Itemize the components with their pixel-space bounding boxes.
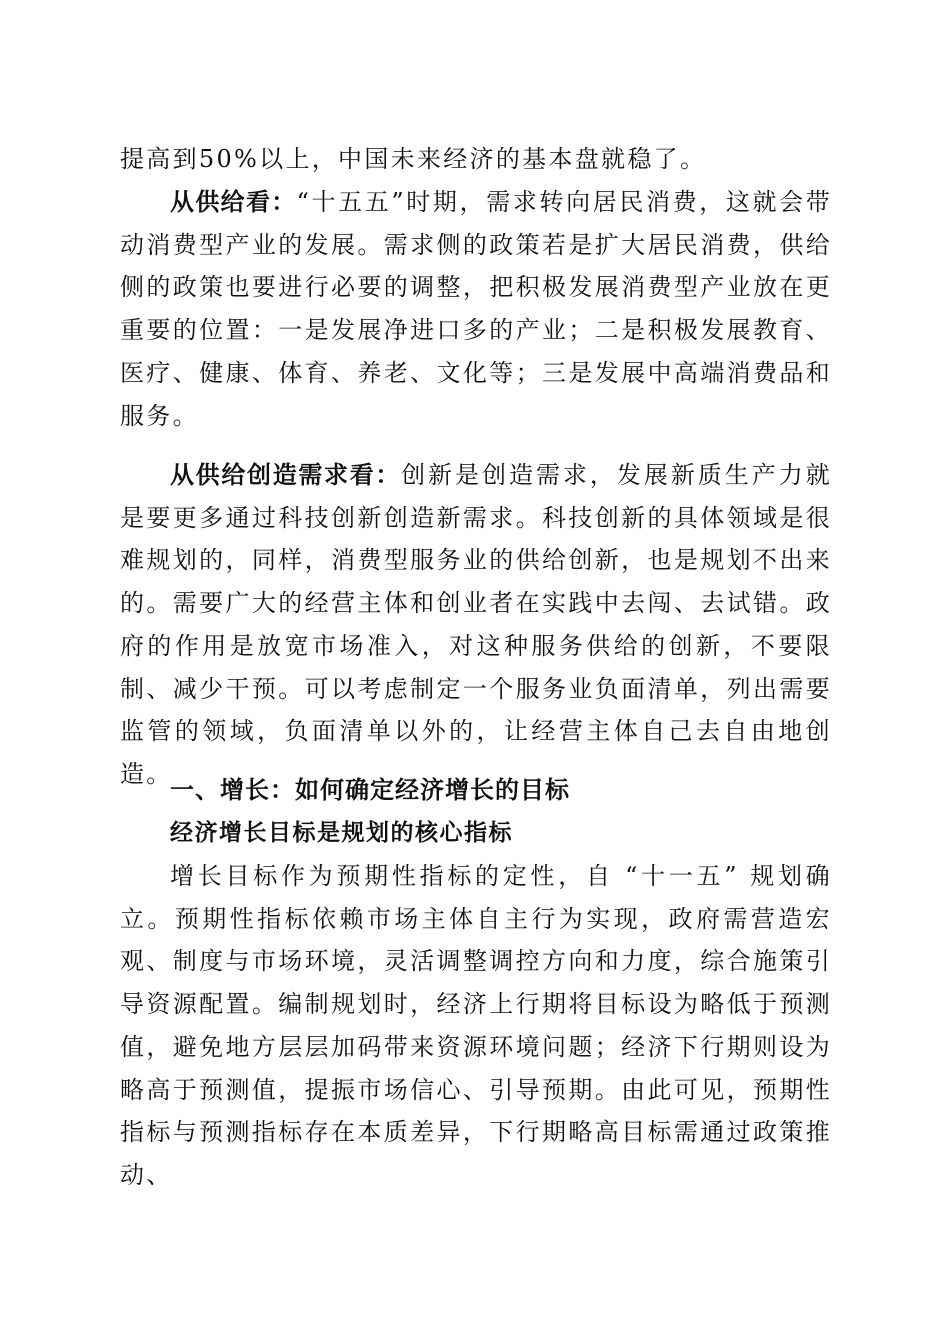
paragraph-lead-supply: 从供给看： [170,188,297,216]
paragraph-continuation: 提高到50%以上，中国未来经济的基本盘就稳了。 [120,145,707,173]
paragraph-supply-creates-demand [120,454,832,796]
paragraph-growth-target: 增长目标作为预期性指标的定性，自 “十一五” 规划确立。预期性指标依赖市场主体自主行为实现，政府需营造宏观、制度与市场环境，灵活调整调控方向和力度，综合施策引导资源配置。编制规划时，经济上行期将目标设为略低于预测值，避免地方层层加码带来资源环境问题；经济下行期则设为略高于预测值，提振市场信心、引导预期。由此可见，预期性指标与预测指标存在本质差异，下行期略高目标需通过政策推动、 [120,862,832,1189]
paragraph-body-supply: “十五五”时期，需求转向居民消费，这就会带动消费型产业的发展。需求侧的政策若是扩大居民消费，供给侧的政策也要进行必要的调整，把积极发展消费型产业放在更重要的位置：一是发展净进口多的产业；二是积极发展教育、医疗、健康、体育、养老、文化等；三是发展中高端消费品和服务。 [120,188,833,430]
paragraph-supply [120,181,832,437]
paragraph-body-supply-creates-demand: 创新是创造需求，发展新质生产力就是要更多通过科技创新创造新需求。科技创新的具体领域是很难规划的，同样，消费型服务业的供给创新，也是规划不出来的。需要广大的经营主体和创业者在实践中去闯、去试错。政府的作用是放宽市场准入，对这种服务供给的创新，不要限制、减少干预。可以考虑制定一个服务业负面清单，列出需要监管的领域，负面清单以外的，让经营主体自己去自由地创造。 [120,461,832,788]
section-heading-growth: 一、增长：如何确定经济增长的目标 [170,776,570,804]
subsection-heading: 经济增长目标是规划的核心指标 [170,819,513,846]
paragraph-lead-supply-creates-demand: 从供给创造需求看： [170,461,402,489]
